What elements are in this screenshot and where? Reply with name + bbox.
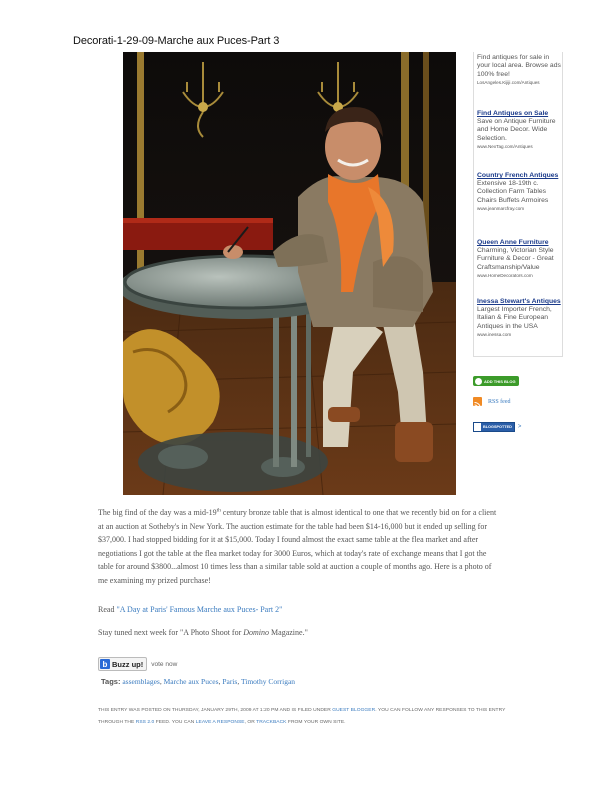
ad-text: Charming, Victorian Style Furniture & Decor - Great Craftsmanship/Value: [477, 247, 554, 271]
ad-title[interactable]: Find Antiques on Sale: [477, 110, 549, 117]
rss-feed-link[interactable]: [473, 397, 511, 406]
ad-text: Largest Importer French, Italian & Fine European Antiques in the USA: [477, 306, 552, 330]
sponsored-ads: [473, 52, 563, 357]
ad-url[interactable]: www.HomeDecorators.com: [477, 273, 533, 279]
magazine-name: Domino: [243, 628, 270, 637]
meta-text: . YOU CAN FOLLOW ANY RESPONSES TO THIS ENTRY THROUGH THE: [98, 708, 506, 725]
yahoo-buzz-icon: b: [100, 659, 110, 669]
tag-separator: ,: [159, 677, 164, 686]
ad-queen-anne[interactable]: [477, 239, 561, 279]
add-blog-badge[interactable]: [473, 376, 519, 386]
previous-post-link[interactable]: "A Day at Paris' Famous Marche aux Puces- Part 2": [116, 605, 283, 614]
tag-separator: ,: [237, 677, 241, 686]
ad-text: Find antiques for sale in your local area. Browse ads 100% free!: [477, 54, 561, 78]
meta-text: FROM YOUR OWN SITE.: [286, 720, 346, 725]
tag-link[interactable]: Timothy Corrigan: [240, 677, 296, 686]
post-text-cont: century bronze table that is almost identical to one that we recently bid on for a client at an auction at Sotheby's in New York. The auction estimate for the table had been $14-16,000 but it ended up selling for $37,000. I had stopped bidding for it at $15,000. Today I found almost the exact same table at the flea market and after negotiations I got the table at the flea market today for 3000 Euros, which at today's rate of exchange means that I got the table for around $3800...almost 10 times less than a similar table sold at auction a couple of months ago. Here is a photo of me examining my prized purchase!: [98, 508, 497, 585]
page-title: Decorati-1-29-09-Marche aux Puces-Part 3: [73, 35, 280, 47]
ad-title[interactable]: Inessa Stewart's Antiques: [477, 298, 561, 305]
stay-tuned: [98, 628, 308, 637]
stay-prefix: Stay tuned next week for "A Photo Shoot for: [98, 628, 244, 637]
read-previous: [98, 605, 282, 614]
ad-nextag[interactable]: [477, 110, 561, 150]
vote-now-label[interactable]: vote now: [151, 660, 178, 668]
post-meta: [98, 705, 518, 729]
ad-title[interactable]: Country French Antiques: [477, 172, 559, 179]
ad-url[interactable]: www.inessa.com: [477, 332, 512, 338]
post-photo: [123, 52, 456, 495]
buzz-up-label: Buzz up!: [112, 659, 144, 669]
post-body: [98, 506, 498, 587]
ad-country-french[interactable]: [477, 172, 561, 212]
buzz-up-button[interactable]: [98, 657, 147, 671]
post-text: The big find of the day was a mid-19: [98, 508, 217, 517]
rss-feed-label[interactable]: RSS feed: [488, 398, 511, 405]
blogspotted-badge[interactable]: [473, 422, 521, 432]
buzz-widget: [98, 656, 177, 672]
badge-label: ADD THIS BLOG: [484, 378, 516, 384]
plus-icon: [475, 378, 482, 385]
ad-inessa[interactable]: [477, 298, 561, 338]
tag-link[interactable]: Marche aux Puces: [163, 677, 219, 686]
rss2-link[interactable]: RSS 2.0: [135, 720, 155, 725]
chevron-right-icon: >: [517, 424, 522, 430]
tags-label: Tags:: [101, 677, 121, 686]
blogspotted-logo: [473, 422, 515, 432]
ad-url[interactable]: www.jeanmarcfray.com: [477, 206, 525, 212]
tag-link[interactable]: Paris: [222, 677, 238, 686]
blog-icon: [474, 423, 481, 431]
category-link[interactable]: GUEST BLOGGER: [332, 708, 376, 713]
superscript: th: [216, 507, 221, 514]
stay-suffix: Magazine.": [269, 628, 308, 637]
meta-text: FEED. YOU CAN: [154, 720, 196, 725]
post-tags: [101, 677, 295, 686]
ad-title[interactable]: Queen Anne Furniture: [477, 239, 549, 246]
ad-text: Save on Antique Furniture and Home Decor. Wide Selection.: [477, 118, 556, 142]
trackback-link[interactable]: TRACKBACK: [256, 720, 287, 725]
blogspotted-label: BLOGSPOTTED: [483, 425, 512, 429]
rss-icon: [473, 397, 482, 406]
ad-url[interactable]: www.NexTag.com/Antiques: [477, 144, 533, 150]
tag-link[interactable]: assemblages: [122, 677, 160, 686]
ad-kijiji[interactable]: [477, 54, 561, 86]
meta-text: THIS ENTRY WAS POSTED ON THURSDAY, JANUARY 29TH, 2009 AT 1:20 PM AND IS FILED UNDER: [98, 708, 333, 713]
tag-separator: ,: [218, 677, 223, 686]
read-prefix: Read: [98, 605, 117, 614]
ad-url[interactable]: LosAngeles.Kijiji.com/Antiques: [477, 80, 540, 86]
leave-response-link[interactable]: LEAVE A RESPONSE: [195, 720, 245, 725]
meta-text: , OR: [244, 720, 257, 725]
ad-text: Extensive 18-19th c. Collection Farm Tables Chairs Buffets Armoires: [477, 180, 549, 204]
